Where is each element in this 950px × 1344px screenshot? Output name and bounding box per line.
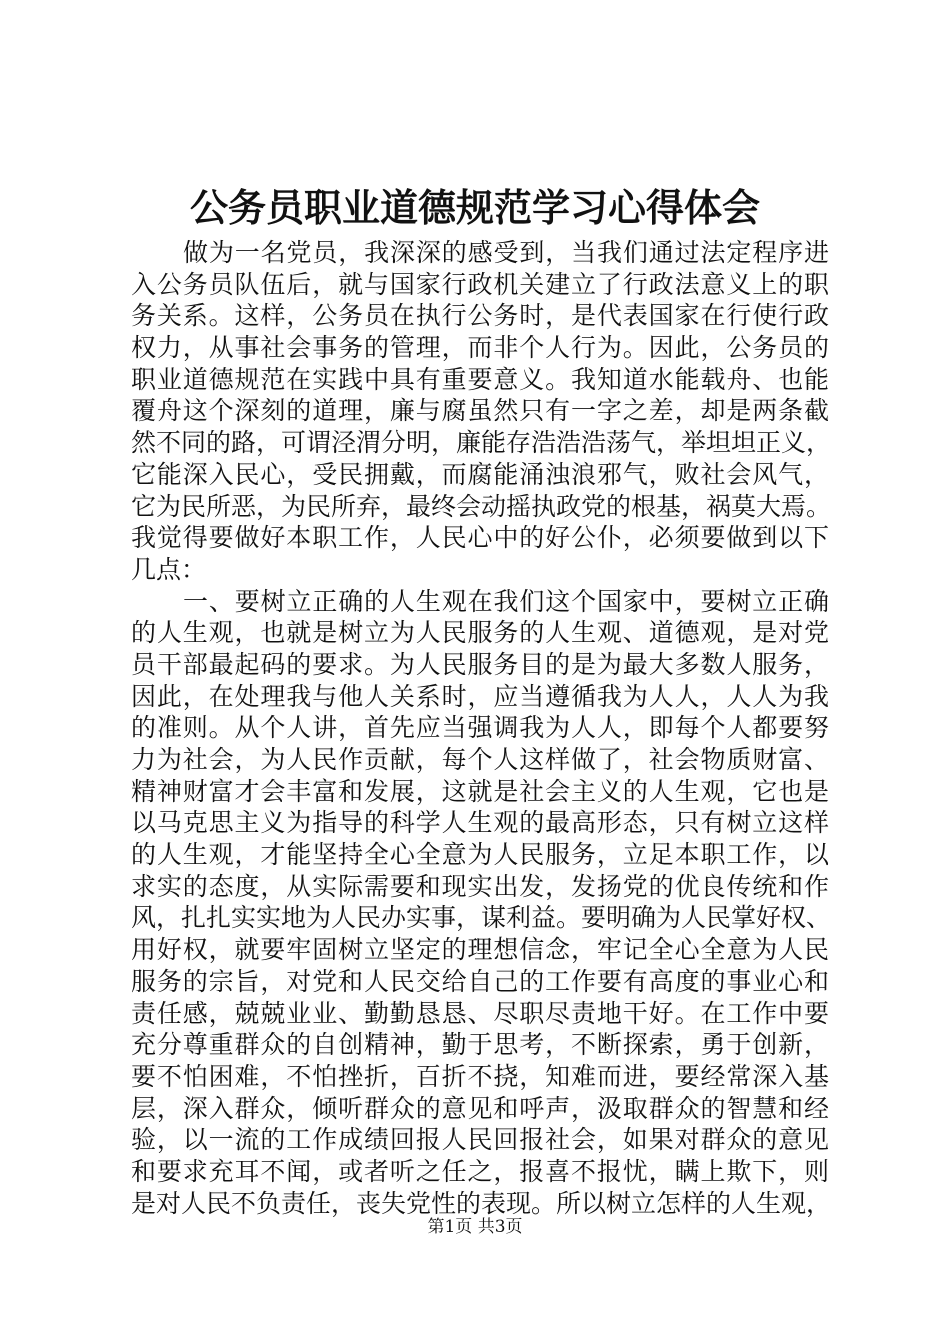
paragraph-line: 因此，在处理我与他人关系时，应当遵循我为人人，人人为我 (131, 681, 829, 711)
paragraph-line: 求实的态度，从实际需要和现实出发，发扬党的优良传统和作 (131, 871, 829, 901)
paragraph-line: 然不同的路，可谓泾渭分明，廉能存浩浩浩荡气，举坦坦正义， (131, 428, 832, 458)
paragraph-line: 做为一名党员，我深深的感受到，当我们通过法定程序进 (183, 238, 829, 267)
paragraph-line: 覆舟这个深刻的道理，廉与腐虽然只有一字之差，却是两条截 (131, 396, 829, 426)
paragraph-line: 用好权，就要牢固树立坚定的理想信念，牢记全心全意为人民 (131, 935, 829, 965)
paragraph-line: 职业道德规范在实践中具有重要意义。我知道水能载舟、也能 (131, 364, 829, 394)
paragraph-line: 充分尊重群众的自创精神，勤于思考，不断探索，勇于创新， (131, 1030, 829, 1060)
paragraph-line: 员干部最起码的要求。为人民服务目的是为最大多数人服务， (131, 649, 829, 679)
paragraph-line: 风，扎扎实实地为人民办实事，谋利益。要明确为人民掌好权、 (131, 903, 832, 933)
document-title: 公务员职业道德规范学习心得体会 (189, 185, 760, 230)
document-body (131, 237, 832, 1219)
paragraph-line: 它能深入民心，受民拥戴，而腐能涌浊浪邪气，败社会风气， (131, 459, 829, 489)
paragraph-line: 服务的宗旨，对党和人民交给自己的工作要有高度的事业心和 (131, 966, 829, 996)
paragraph-line: 一、要树立正确的人生观在我们这个国家中，要树立正确 (183, 586, 829, 616)
paragraph-line: 务关系。这样，公务员在执行公务时，是代表国家在行使行政 (131, 301, 829, 331)
paragraph-line: 的人生观，也就是树立为人民服务的人生观、道德观，是对党 (131, 618, 829, 648)
paragraph-line: 和要求充耳不闻，或者听之任之，报喜不报忧，瞒上欺下，则 (131, 1156, 829, 1186)
paragraph-line: 它为民所恶，为民所弃，最终会动摇执政党的根基，祸莫大焉。 (131, 491, 832, 521)
paragraph-line: 力为社会，为人民作贡献，每个人这样做了，社会物质财富、 (131, 745, 829, 774)
paragraph-line: 责任感，兢兢业业、勤勤恳恳、尽职尽责地干好。在工作中要 (131, 998, 829, 1028)
paragraph-line: 我觉得要做好本职工作，人民心中的好公仆，必须要做到以下 (131, 523, 829, 553)
paragraph-line: 入公务员队伍后，就与国家行政机关建立了行政法意义上的职 (131, 269, 829, 299)
paragraph-line: 层，深入群众，倾听群众的意见和呼声，汲取群众的智慧和经 (131, 1093, 829, 1123)
paragraph-line: 精神财富才会丰富和发展，这就是社会主义的人生观，它也是 (131, 776, 829, 806)
paragraph-line: 以马克思主义为指导的科学人生观的最高形态，只有树立这样 (131, 808, 829, 838)
paragraph-line: 几点： (131, 554, 207, 584)
paragraph-line: 的人生观，才能坚持全心全意为人民服务，立足本职工作，以 (131, 840, 829, 870)
paragraph-line: 验，以一流的工作成绩回报人民回报社会，如果对群众的意见 (131, 1125, 829, 1155)
paragraph-line: 的准则。从个人讲，首先应当强调我为人人，即每个人都要努 (131, 713, 829, 743)
paragraph-line: 权力，从事社会事务的管理，而非个人行为。因此，公务员的 (131, 333, 829, 363)
paragraph-line: 是对人民不负责任，丧失党性的表现。所以树立怎样的人生观， (131, 1188, 832, 1218)
page-number-footer: 第1页 共3页 (427, 1217, 523, 1237)
paragraph-line: 要不怕困难，不怕挫折，百折不挠，知难而进，要经常深入基 (131, 1061, 829, 1091)
